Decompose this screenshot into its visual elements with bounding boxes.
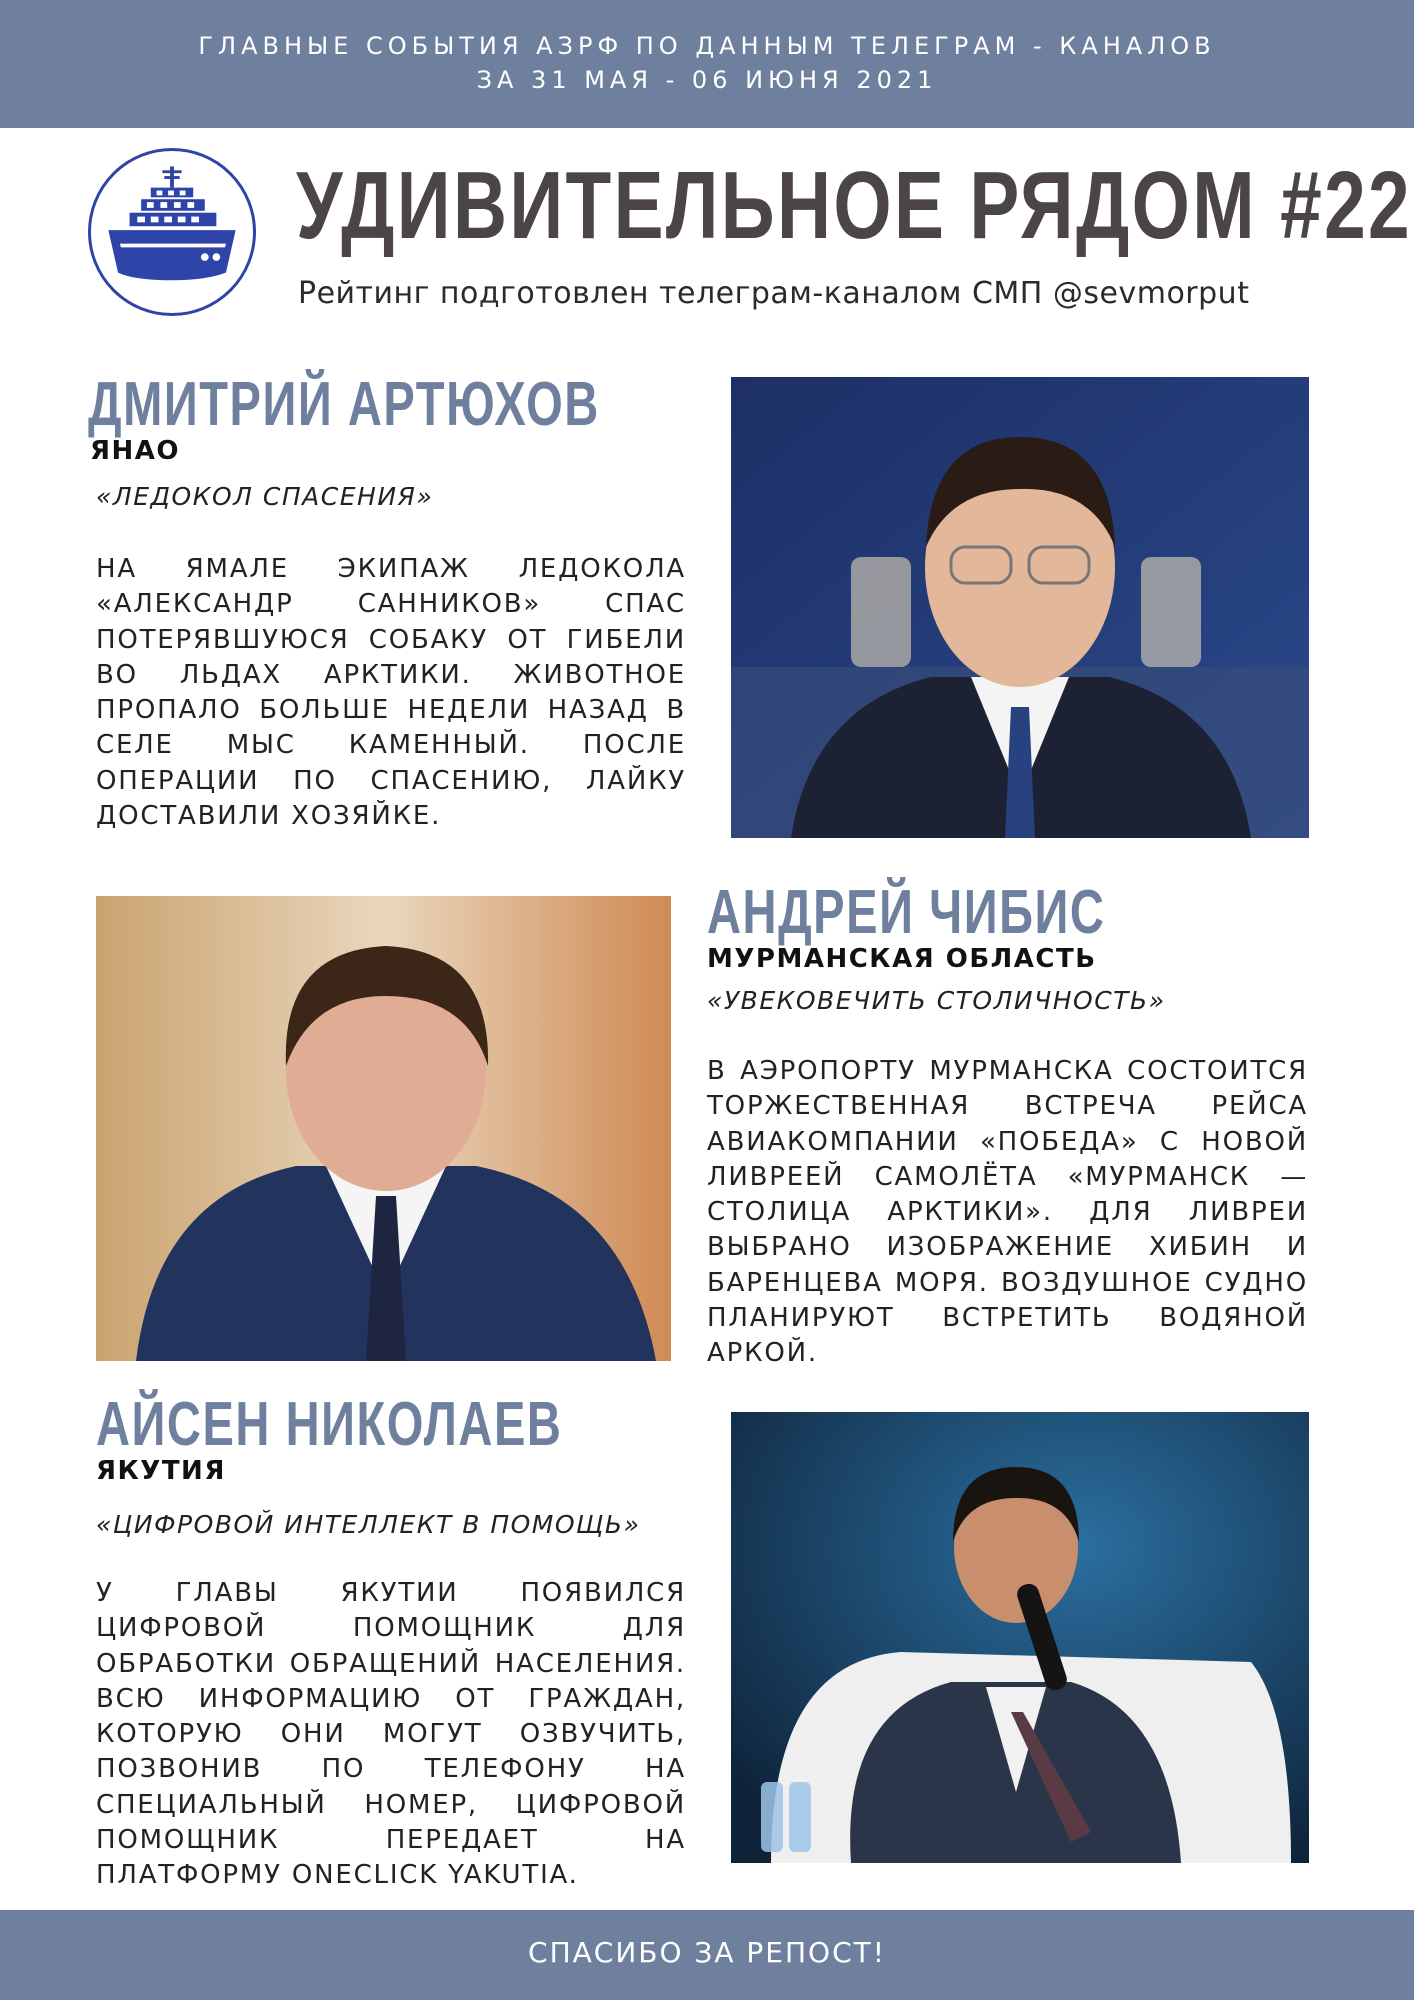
person-region: ЯКУТИЯ xyxy=(96,1456,226,1486)
person-quote: «ЦИФРОВОЙ ИНТЕЛЛЕКТ В ПОМОЩЬ» xyxy=(96,1510,641,1539)
person-region: ЯНАО xyxy=(90,436,181,466)
person-photo xyxy=(731,1412,1309,1863)
person-body-text: У ГЛАВЫ ЯКУТИИ ПОЯВИЛСЯ ЦИФРОВОЙ ПОМОЩНИК ДЛЯ ОБРАБОТКИ ОБРАЩЕНИЙ НАСЕЛЕНИЯ. ВСЮ ИНФОРМАЦИЮ ОТ ГРАЖДАН, КОТОРУЮ ОНИ МОГУТ ОЗВУЧИТЬ, ПОЗВОНИВ ПО ТЕЛЕФОНУ НА СПЕЦИАЛЬНЫЙ НОМЕР, ЦИФРОВОЙ ПОМОЩНИК ПЕРЕДАЕТ НА ПЛАТФОРМУ ONECLICK YAKUTIA. xyxy=(96,1578,686,1891)
person-name: АЙСЕН НИКОЛАЕВ xyxy=(96,1390,563,1459)
person-name: АНДРЕЙ ЧИБИС xyxy=(707,878,1106,947)
header-line-1: ГЛАВНЫЕ СОБЫТИЯ АЗРФ ПО ДАННЫМ ТЕЛЕГРАМ - КАНАЛОВ xyxy=(198,32,1216,60)
thanks-text: СПАСИБО ЗА РЕПОСТ! xyxy=(528,1936,886,1969)
person-body-text: НА ЯМАЛЕ ЭКИПАЖ ЛЕДОКОЛА «АЛЕКСАНДР САННИКОВ» СПАС ПОТЕРЯВШУЮСЯ СОБАКУ ОТ ГИБЕЛИ ВО ЛЬДАХ АРКТИКИ. ЖИВОТНОЕ ПРОПАЛО БОЛЬШЕ НЕДЕЛИ НАЗАД В СЕЛЕ МЫС КАМЕННЫЙ. ПОСЛЕ ОПЕРАЦИИ ПО СПАСЕНИЮ, ЛАЙКУ ДОСТАВИЛИ ХОЗЯЙКЕ. xyxy=(96,554,686,832)
person-name: ДМИТРИЙ АРТЮХОВ xyxy=(88,370,600,439)
page-subtitle: Рейтинг подготовлен телеграм-каналом СМП @sevmorput xyxy=(298,276,1250,311)
page-title: УДИВИТЕЛЬНОЕ РЯДОМ #22 xyxy=(296,152,1413,259)
icebreaker-ship-icon xyxy=(88,148,256,316)
header-line-2: ЗА 31 МАЯ - 06 ИЮНЯ 2021 xyxy=(476,66,938,94)
person-photo xyxy=(731,377,1309,838)
person-photo xyxy=(96,896,671,1361)
person-region: МУРМАНСКАЯ ОБЛАСТЬ xyxy=(707,944,1097,974)
person-quote: «ЛЕДОКОЛ СПАСЕНИЯ» xyxy=(96,482,434,511)
person-body-text: В АЭРОПОРТУ МУРМАНСКА СОСТОИТСЯ ТОРЖЕСТВЕННАЯ ВСТРЕЧА РЕЙСА АВИАКОМПАНИИ «ПОБЕДА» С НОВОЙ ЛИВРЕЕЙ САМОЛЁТА «МУРМАНСК — СТОЛИЦА АРКТИКИ». ДЛЯ ЛИВРЕИ ВЫБРАНО ИЗОБРАЖЕНИЕ ХИБИН И БАРЕНЦЕВА МОРЯ. ВОЗДУШНОЕ СУДНО ПЛАНИРУЮТ ВСТРЕТИТЬ ВОДЯНОЙ АРКОЙ. xyxy=(707,1056,1308,1369)
person-quote: «УВЕКОВЕЧИТЬ СТОЛИЧНОСТЬ» xyxy=(707,986,1166,1015)
header-band xyxy=(0,0,1414,128)
